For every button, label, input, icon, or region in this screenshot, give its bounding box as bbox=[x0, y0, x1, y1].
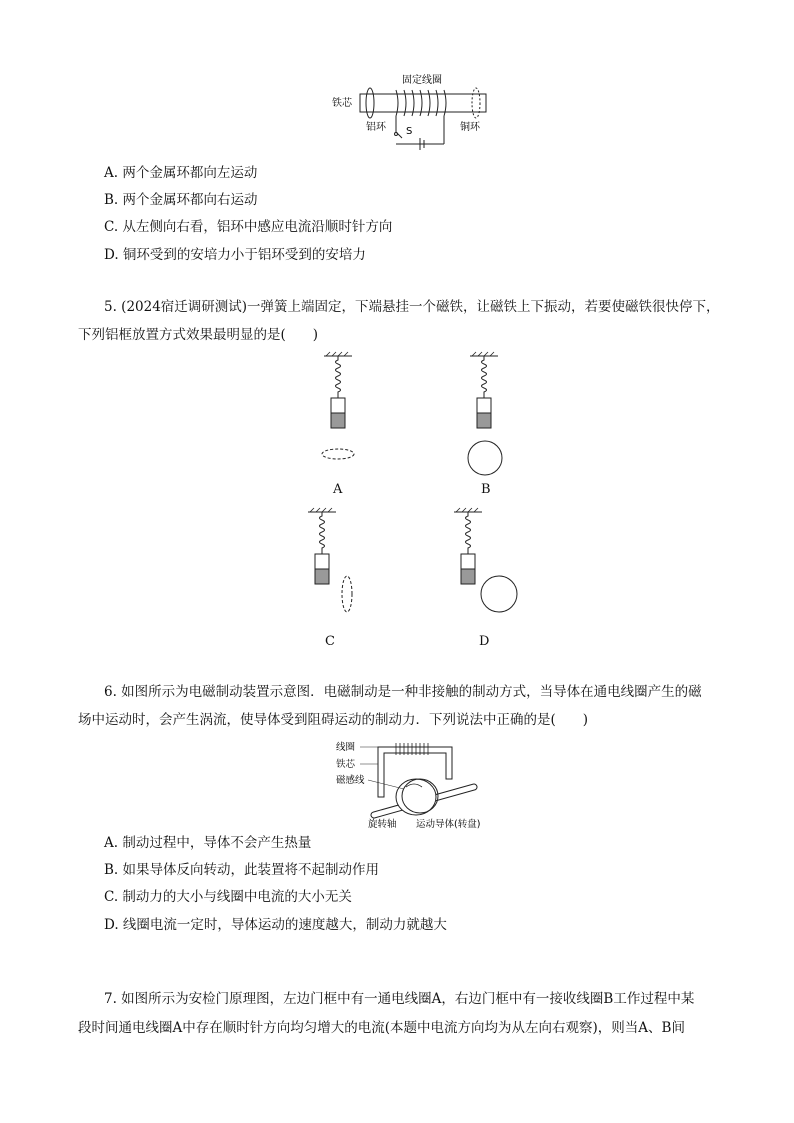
q4-label-al-ring: 铝环 bbox=[366, 122, 386, 133]
q4-coil-figure bbox=[330, 72, 500, 162]
q5-stem-line1: 5. (2024宿迁调研测试)一弹簧上端固定，下端悬挂一个磁铁，让磁铁上下振动，若要使磁铁很快停下， bbox=[104, 299, 720, 315]
q6-label-core: 铁芯 bbox=[336, 759, 356, 770]
q6-option-c: C. 制动力的大小与线圈中电流的大小无关 bbox=[104, 889, 352, 905]
q5-caption-c: C bbox=[325, 634, 335, 649]
q4-option-c: C. 从左侧向右看，铝环中感应电流沿顺时针方向 bbox=[104, 219, 393, 235]
q6-label-axle: 旋转轴 bbox=[368, 819, 397, 830]
q7-stem-line2: 段时间通电线圈A中存在顺时针方向均匀增大的电流(本题中电流方向均为从左向右观察)，则当A、B间 bbox=[78, 1020, 685, 1036]
q5-caption-b: B bbox=[481, 482, 491, 497]
q5-caption-d: D bbox=[479, 634, 490, 649]
q5-figure-c bbox=[302, 510, 362, 625]
q6-label-conductor: 运动导体(转盘) bbox=[416, 819, 481, 830]
q6-option-b: B. 如果导体反向转动，此装置将不起制动作用 bbox=[104, 862, 380, 878]
q4-label-switch: S bbox=[406, 126, 413, 137]
q6-label-coil: 线圈 bbox=[336, 742, 356, 753]
q7-stem-line1: 7. 如图所示为安检门原理图，左边门框中有一通电线圈A，右边门框中有一接收线圈B工作过程中某 bbox=[104, 991, 695, 1007]
q6-stem-line1: 6. 如图所示为电磁制动装置示意图．电磁制动是一种非接触的制动方式，当导体在通电线圈产生的磁 bbox=[104, 684, 702, 700]
q5-figure-a bbox=[318, 354, 358, 464]
q6-option-a: A. 制动过程中，导体不会产生热量 bbox=[104, 835, 312, 851]
q6-label-field-lines: 磁感线 bbox=[336, 775, 365, 786]
q4-option-a: A. 两个金属环都向左运动 bbox=[104, 165, 258, 181]
q4-label-core: 铁芯 bbox=[332, 98, 352, 109]
q5-stem-line2: 下列铝框放置方式效果最明显的是( ) bbox=[78, 327, 319, 343]
q6-brake-figure bbox=[334, 737, 484, 829]
q4-option-d: D. 铜环受到的安培力小于铝环受到的安培力 bbox=[104, 247, 366, 263]
q6-option-d: D. 线圈电流一定时，导体运动的速度越大，制动力就越大 bbox=[104, 917, 447, 933]
q5-figure-b bbox=[464, 354, 504, 478]
q6-stem-line2: 场中运动时，会产生涡流，使导体受到阻碍运动的制动力．下列说法中正确的是( ) bbox=[78, 712, 589, 728]
q4-label-coil: 固定线圈 bbox=[402, 75, 442, 86]
q4-option-b: B. 两个金属环都向右运动 bbox=[104, 192, 258, 208]
q4-label-cu-ring: 铜环 bbox=[460, 122, 480, 133]
q5-figure-d bbox=[448, 510, 528, 625]
q5-caption-a: A bbox=[333, 482, 343, 497]
